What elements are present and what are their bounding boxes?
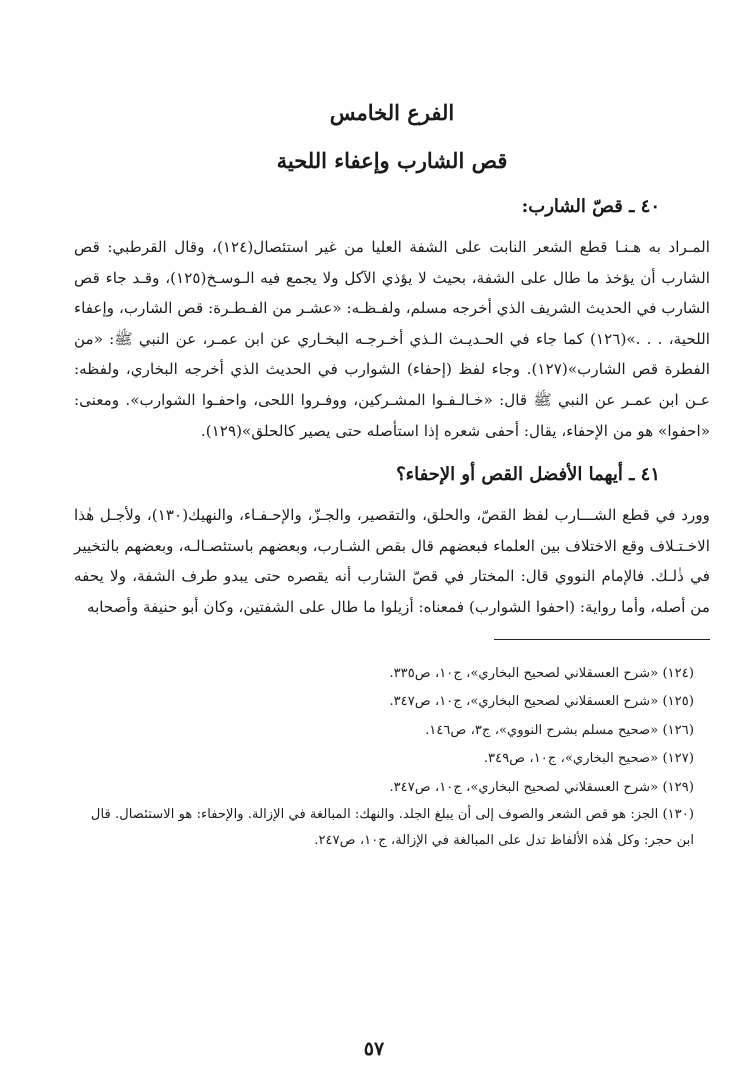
footnote-divider xyxy=(494,639,710,640)
footnote-124: (١٢٤) «شرح العسقلاني لصحيح البخاري»، ج١٠، ص٣٣٥. xyxy=(389,665,694,681)
footnote-126: (١٢٦) «صحيح مسلم بشرح النووي»، ج٣، ص١٤٦. xyxy=(425,722,694,738)
chapter-title: الفرع الخامس xyxy=(329,100,455,125)
footnote-125: (١٢٥) «شرح العسقلاني لصحيح البخاري»، ج١٠، ص٣٤٧. xyxy=(389,694,694,710)
footnote-130: (١٣٠) الجز: هو قص الشعر والصوف إلى أن يبلغ الجلد. والنهك: المبالغة في الإزالة. والإحفاء: هو الاستئصال. قال ابن حجر: وكل هٰذه الألفاظ تدل على المبالغة في الإزالة، ج١٠، ص٢٤٧. xyxy=(90,807,694,849)
section-heading-41: ٤١ ـ أيهما الأفضل القص أو الإحفاء؟ xyxy=(396,464,660,486)
section-heading-40: ٤٠ ـ قصّ الشارب: xyxy=(521,196,660,217)
document-page xyxy=(74,96,710,854)
footnote-129: (١٢٩) «شرح العسقلاني لصحيح البخاري»، ج١٠، ص٣٤٧. xyxy=(389,779,694,795)
footnote-127: (١٢٧) «صحيح البخاري»، ج١٠، ص٣٤٩. xyxy=(483,751,694,767)
section-paragraph-41: وورد في قطع الشـــارب لفظ القصّ، والحلق، والتقصير، والجـزّ، والإحـفـاء، والنهيك(١٣٠)، ولأجـل هٰذا الاخـتـلاف وقع الاختلاف بين العلماء فبعضهم قال بقص الشـارب، وبعضهم باستئصـالـه، وبعضهم بالتخيير في ذٰلـك. فالإمام النووي قال: المختار في قصّ الشارب أنه يقصره حتى يبدو طرف الشفة، ولا يحفه من أصله، وأما رواية: (احفوا الشوارب) فمعناه: أزيلوا ما طال على الشفتين، وكان أبو حنيفة وأصحابه xyxy=(74,506,710,616)
footnotes xyxy=(74,660,694,855)
page-number: ٥٧ xyxy=(363,1038,385,1060)
chapter-subtitle: قص الشارب وإعفاء اللحية xyxy=(276,148,508,173)
section-paragraph-40: المـراد به هـنـا قطع الشعر النابت على الشفة العليا من غير استئصال(١٢٤)، وقال القرطبي: قص الشارب أن يؤخذ ما طال على الشفة، بحيث لا يؤذي الآكل ولا يجمع فيه الـوسـخ(١٢٥)، وقـد جاء قص الشارب في الحديث الشريف الذي أخرجه مسلم، ولفـظـه: «عشـر من الفـطـرة: قص الشارب، وإعفاء اللحية، . . .»(١٢٦) كما جاء في الحـديـث الـذي أخـرجـه البخـاري عن ابن عمـر، عن النبي ﷺ: «من الفطرة قص الشارب»(١٢٧). وجاء لفظ (إحفاء) الشوارب في الحديث الذي أخرجه البخاري، ولفظه: عـن ابن عمـر عن النبي ﷺ قال: «خـالـفـوا المشـركين، ووفـروا اللحى، واحفـوا الشوارب». ومعنى: «احفوا» هو من الإحفاء، يقال: أحفى شعره إذا استأصله حتى يصير كالحلق»(١٢٩). xyxy=(74,238,710,440)
